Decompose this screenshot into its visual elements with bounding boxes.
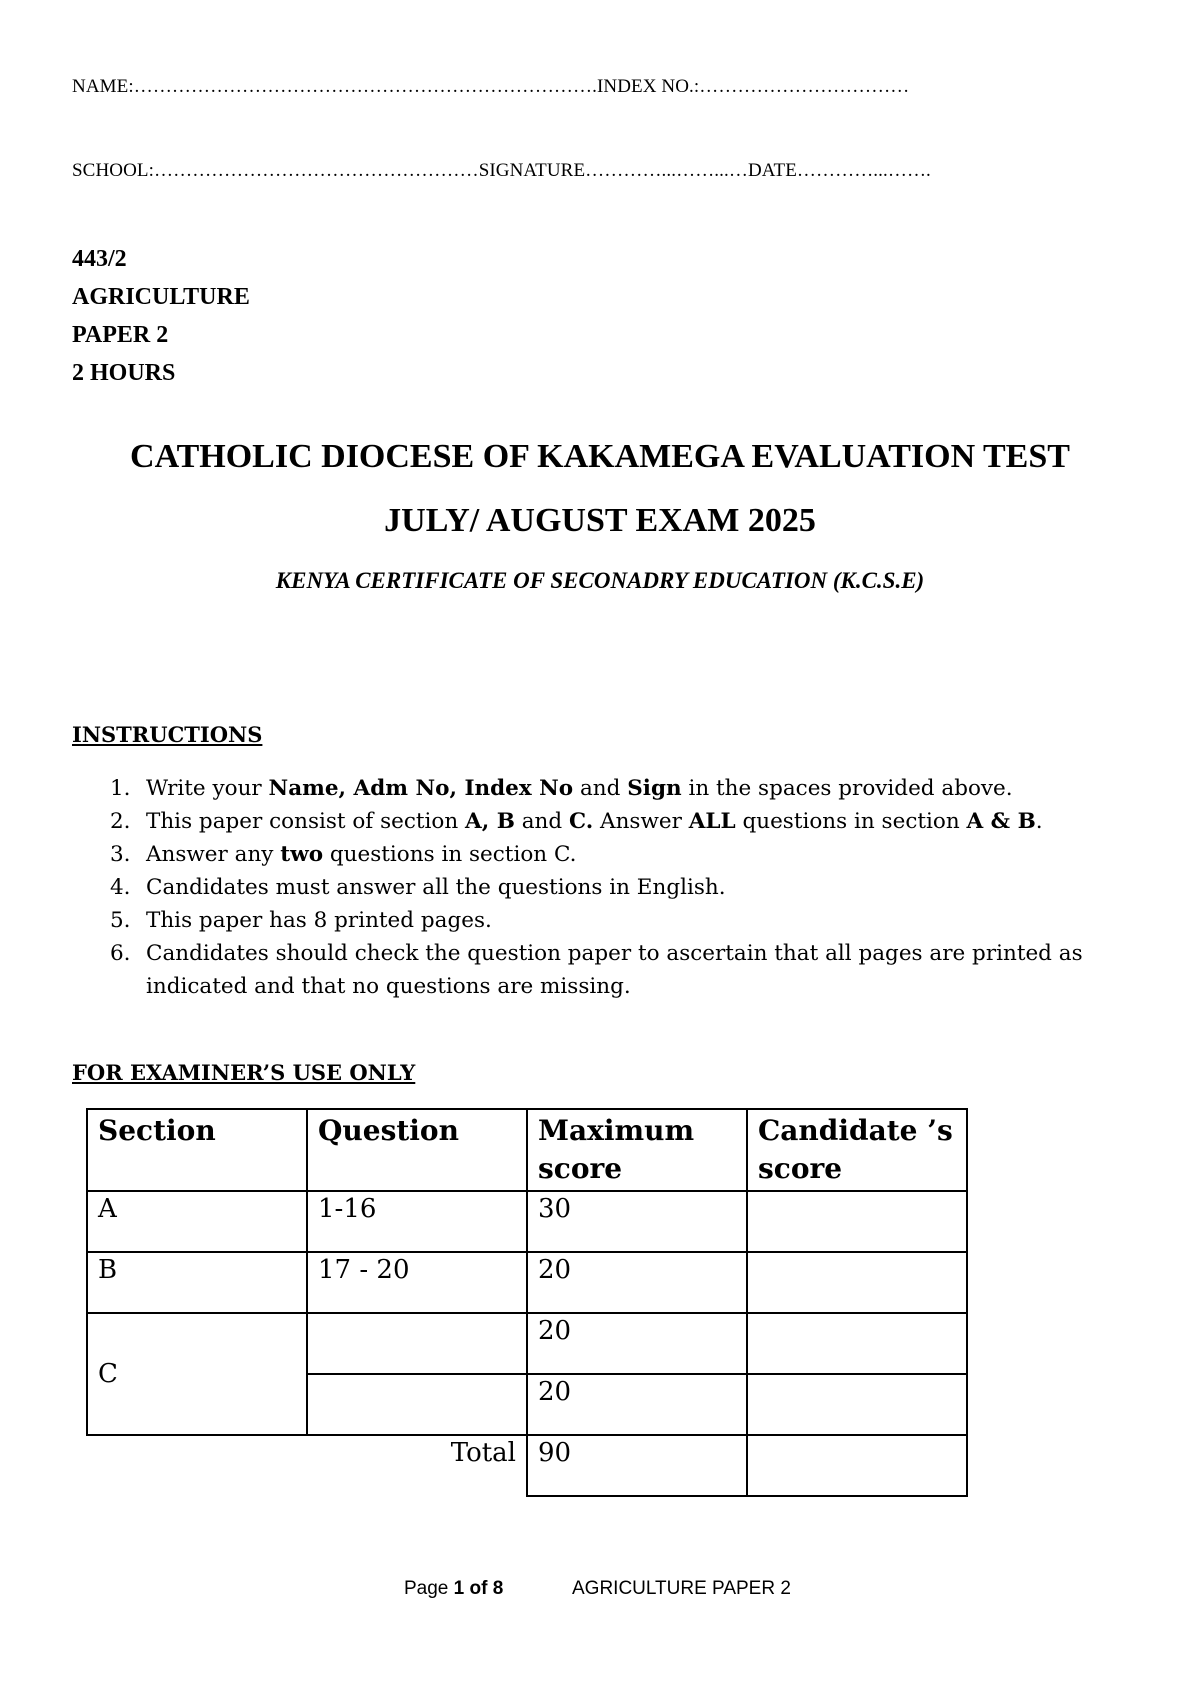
table-row bbox=[87, 1191, 967, 1252]
instruction-text-part: Write your bbox=[146, 776, 269, 801]
cell-candidate-score[interactable] bbox=[747, 1191, 967, 1252]
total-max-score: 90 bbox=[527, 1435, 747, 1496]
instruction-number: 6. bbox=[110, 941, 131, 966]
cell-question: 1-16 bbox=[307, 1191, 527, 1252]
cell-candidate-score[interactable] bbox=[747, 1252, 967, 1313]
paper-duration: 2 HOURS bbox=[72, 360, 176, 386]
instruction-text bbox=[146, 937, 1150, 1003]
exam-certificate: KENYA CERTIFICATE OF SECONADRY EDUCATION (K.C.S.E) bbox=[275, 568, 925, 593]
instruction-bold-text: Sign bbox=[627, 776, 682, 801]
instruction-text-part: and bbox=[573, 776, 628, 801]
cell-candidate-score[interactable] bbox=[747, 1313, 967, 1374]
col-header-maximum-score: Maximum score bbox=[527, 1109, 747, 1191]
instruction-text-part: . bbox=[1035, 809, 1043, 834]
instruction-text-part: and bbox=[514, 809, 569, 834]
instruction-text-part: Answer bbox=[593, 809, 689, 834]
instruction-number: 2. bbox=[110, 809, 131, 834]
cell-max-score: 20 bbox=[527, 1252, 747, 1313]
instruction-item bbox=[110, 772, 1150, 805]
instruction-bold-text: two bbox=[280, 842, 324, 867]
instruction-item bbox=[110, 871, 1150, 904]
table-row bbox=[87, 1313, 967, 1374]
instruction-item bbox=[110, 838, 1150, 871]
page-word: Page bbox=[404, 1578, 449, 1599]
instructions-list bbox=[110, 772, 1150, 1003]
instruction-number: 3. bbox=[110, 842, 131, 867]
empty-cell bbox=[87, 1435, 307, 1496]
cell-question: 17 - 20 bbox=[307, 1252, 527, 1313]
footer-paper-label: AGRICULTURE PAPER 2 bbox=[572, 1578, 791, 1599]
instruction-item bbox=[110, 805, 1150, 838]
instruction-text bbox=[146, 904, 1150, 937]
cell-section: B bbox=[87, 1252, 307, 1313]
cell-candidate-score[interactable] bbox=[747, 1374, 967, 1435]
cell-max-score: 20 bbox=[527, 1374, 747, 1435]
cell-question bbox=[307, 1374, 527, 1435]
table-row bbox=[87, 1252, 967, 1313]
examiner-heading: FOR EXAMINER’S USE ONLY bbox=[72, 1060, 416, 1085]
instruction-text bbox=[146, 772, 1150, 805]
table-total-row bbox=[87, 1435, 967, 1496]
page-current: 1 bbox=[453, 1578, 465, 1599]
page-number bbox=[404, 1578, 503, 1600]
name-index-line: NAME:……………………………………………………………….INDEX NO.:…………………………… bbox=[72, 76, 910, 97]
paper-meta bbox=[72, 240, 250, 392]
school-signature-date-line: SCHOOL:……………………………………………SIGNATURE…………...……...…DATE…………...……. bbox=[72, 160, 931, 181]
cell-max-score: 20 bbox=[527, 1313, 747, 1374]
total-label: Total bbox=[307, 1435, 527, 1496]
exam-session: JULY/ AUGUST EXAM 2025 bbox=[384, 502, 816, 539]
of-word: of bbox=[469, 1578, 488, 1599]
instruction-bold-text: C. bbox=[568, 809, 594, 834]
instruction-number: 5. bbox=[110, 908, 131, 933]
score-table bbox=[86, 1108, 968, 1497]
col-header-section: Section bbox=[87, 1109, 307, 1191]
page-total: 8 bbox=[492, 1578, 504, 1599]
instruction-text bbox=[146, 838, 1150, 871]
instruction-text bbox=[146, 805, 1150, 838]
paper-number: PAPER 2 bbox=[72, 322, 169, 348]
instruction-text-part: Answer any bbox=[146, 842, 281, 867]
instruction-bold-text: Name, Adm No, Index No bbox=[268, 776, 574, 801]
instruction-text-part: questions in section C. bbox=[323, 842, 577, 867]
instruction-text bbox=[146, 871, 1150, 904]
instruction-text-part: questions in section bbox=[735, 809, 967, 834]
instruction-bold-text: A, B bbox=[465, 809, 515, 834]
col-header-candidate-score: Candidate ’s score bbox=[747, 1109, 967, 1191]
exam-title: CATHOLIC DIOCESE OF KAKAMEGA EVALUATION TEST bbox=[130, 438, 1070, 475]
instruction-text-part: This paper consist of section bbox=[146, 809, 466, 834]
table-header-row bbox=[87, 1109, 967, 1191]
instruction-bold-text: ALL bbox=[688, 809, 736, 834]
instruction-number: 1. bbox=[110, 776, 131, 801]
instruction-item bbox=[110, 904, 1150, 937]
instruction-bold-text: A & B bbox=[966, 809, 1036, 834]
cell-section: C bbox=[87, 1313, 307, 1435]
total-candidate-score[interactable] bbox=[747, 1435, 967, 1496]
instruction-number: 4. bbox=[110, 875, 131, 900]
instruction-text-part: in the spaces provided above. bbox=[681, 776, 1013, 801]
cell-section: A bbox=[87, 1191, 307, 1252]
instruction-text-part: This paper has 8 printed pages. bbox=[146, 908, 492, 933]
instruction-item bbox=[110, 937, 1150, 1003]
col-header-question: Question bbox=[307, 1109, 527, 1191]
cell-max-score: 30 bbox=[527, 1191, 747, 1252]
instruction-text-part: Candidates should check the question paper to ascertain that all pages are printed as indicated and that no questions are missing. bbox=[146, 941, 1083, 999]
cell-question bbox=[307, 1313, 527, 1374]
instruction-text-part: Candidates must answer all the questions in English. bbox=[146, 875, 726, 900]
instructions-heading: INSTRUCTIONS bbox=[72, 722, 263, 747]
subject-name: AGRICULTURE bbox=[72, 284, 250, 310]
paper-code: 443/2 bbox=[72, 246, 127, 272]
